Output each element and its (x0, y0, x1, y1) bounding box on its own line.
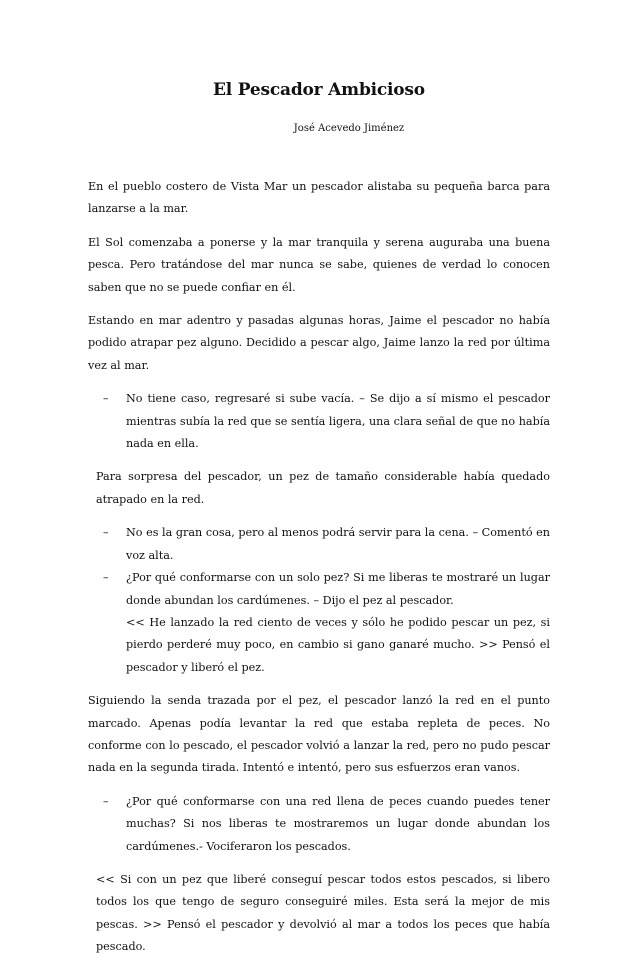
dialogue-dash: – (103, 794, 109, 808)
dialogue-text: ¿Por qué conformarse con un solo pez? Si me liberas te mostraré un lugar donde abundan los cardúmenes. – Dijo el pez al pescador. (126, 571, 550, 607)
dialogue-dash: – (103, 526, 109, 540)
document-author: José Acevedo Jiménez (293, 123, 405, 134)
dialogue-item (88, 388, 550, 455)
dialogue-text: No tiene caso, regresaré si sube vacía. – Se dijo a sí mismo el pescador mientras subía la red que se sentía ligera, una clara señal de que no había nada en ella. (126, 392, 550, 451)
dialogue-text: No es la gran cosa, pero al menos podrá servir para la cena. – Comentó en voz alta. (126, 526, 550, 562)
document-body (88, 176, 550, 970)
dialogue-thought: << He lanzado la red ciento de veces y sólo he podido pescar un pez, si pierdo perderé muy poco, en cambio si gano ganaré mucho. >> Pensó el pescador y liberó el pez. (126, 615, 550, 674)
paragraph-6: << Si con un pez que liberé conseguí pescar todos estos pescados, si libero todos los que tengo de seguro conseguiré miles. Esta será la mejor de mis pescas. >> Pensó el pescador y devolvió al mar a todos los peces que había pescado. (96, 872, 550, 954)
dialogue-dash: – (103, 392, 109, 406)
dialogue-item (88, 522, 550, 567)
paragraph-4: Para sorpresa del pescador, un pez de tamaño considerable había quedado atrapado en la red. (96, 470, 550, 506)
paragraph-5: Siguiendo la senda trazada por el pez, el pescador lanzó la red en el punto marcado. Apenas podía levantar la red que estaba repleta de peces. No conforme con lo pescado, el pescador volvió a lanzar la red, pero no pudo pescar nada en la segunda tirada. Intentó e intentó, pero sus esfuerzos eran vanos. (88, 694, 550, 775)
dialogue-list-1 (88, 388, 550, 455)
paragraph-1: En el pueblo costero de Vista Mar un pescador alistaba su pequeña barca para lanzarse a la mar. (88, 180, 550, 216)
dialogue-list-2 (88, 522, 550, 679)
dialogue-dash: – (103, 571, 109, 585)
dialogue-item (88, 567, 550, 612)
paragraph-2: El Sol comenzaba a ponerse y la mar tranquila y serena auguraba una buena pesca. Pero tratándose del mar nunca se sabe, quienes de verdad lo conocen saben que no se puede confiar en él. (88, 235, 550, 294)
dialogue-item (88, 791, 550, 858)
document-title: El Pescador Ambicioso (213, 80, 425, 100)
dialogue-text: ¿Por qué conformarse con una red llena de peces cuando puedes tener muchas? Si nos liberas te mostraremos un lugar donde abundan los cardúmenes.- Vociferaron los pescados. (126, 794, 550, 853)
dialogue-list-3 (88, 791, 550, 858)
paragraph-3: Estando en mar adentro y pasadas algunas horas, Jaime el pescador no había podido atrapar pez alguno. Decidido a pescar algo, Jaime lanzo la red por última vez al mar. (88, 314, 550, 372)
